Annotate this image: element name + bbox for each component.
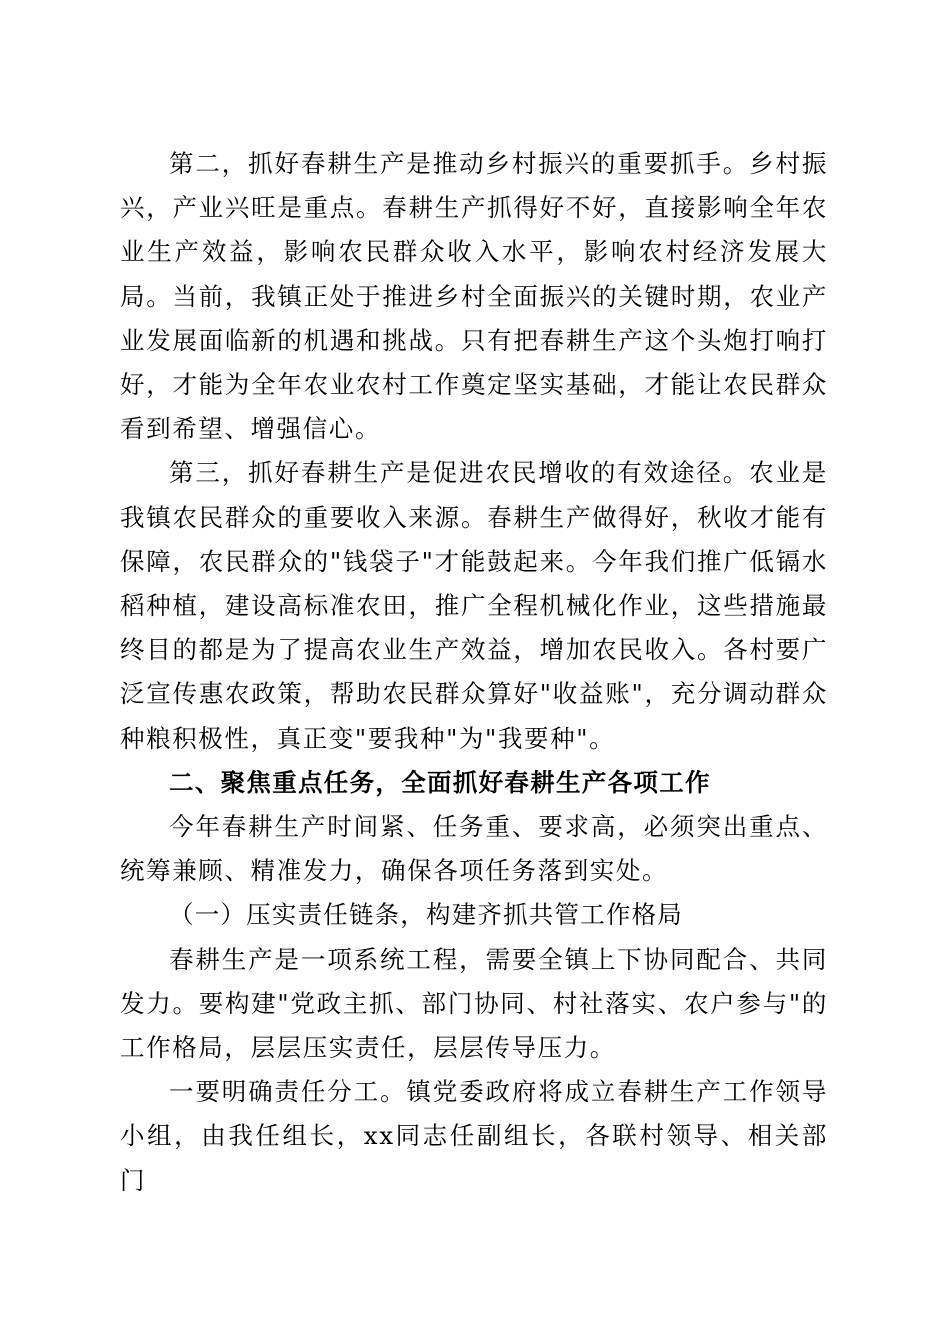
paragraph-second-point: 第二，抓好春耕生产是推动乡村振兴的重要抓手。乡村振兴，产业兴旺是重点。春耕生产抓得好不好，直接影响全年农业生产效益，影响农民群众收入水平，影响农村经济发展大局。当前，我镇正处于推进乡村全面振兴的关键时期，农业产业发展面临新的机遇和挑战。只有把春耕生产这个头炮打响打好，才能为全年农业农村工作奠定坚实基础，才能让农民群众看到希望、增强信心。 [120,149,828,444]
paragraph-section-intro: 今年春耕生产时间紧、任务重、要求高，必须突出重点、统筹兼顾、精准发力，确保各项任务落到实处。 [120,812,828,886]
document-body [120,142,828,1203]
paragraph-responsibility: 一要明确责任分工。镇党委政府将成立春耕生产工作领导小组，由我任组长，xx同志任副组长，各联村领导、相关部门 [120,1077,828,1195]
paragraph-system-project: 春耕生产是一项系统工程，需要全镇上下协同配合、共同发力。要构建"党政主抓、部门协同、村社落实、农户参与"的工作格局，层层压实责任，层层传导压力。 [120,944,828,1063]
paragraph-third-point: 第三，抓好春耕生产是促进农民增收的有效途径。农业是我镇农民群众的重要收入来源。春耕生产做得好，秋收才能有保障，农民群众的"钱袋子"才能鼓起来。今年我们推广低镉水稻种植，建设高标准农田，推广全程机械化作业，这些措施最终目的都是为了提高农业生产效益，增加农民收入。各村要广泛宣传惠农政策，帮助农民群众算好"收益账"，充分调动群众种粮积极性，真正变"要我种"为"我要种"。 [120,458,828,753]
section-heading-2: 二、聚焦重点任务，全面抓好春耕生产各项工作 [169,767,711,797]
subsection-heading-1: （一）压实责任链条，构建齐抓共管工作格局 [169,900,683,930]
